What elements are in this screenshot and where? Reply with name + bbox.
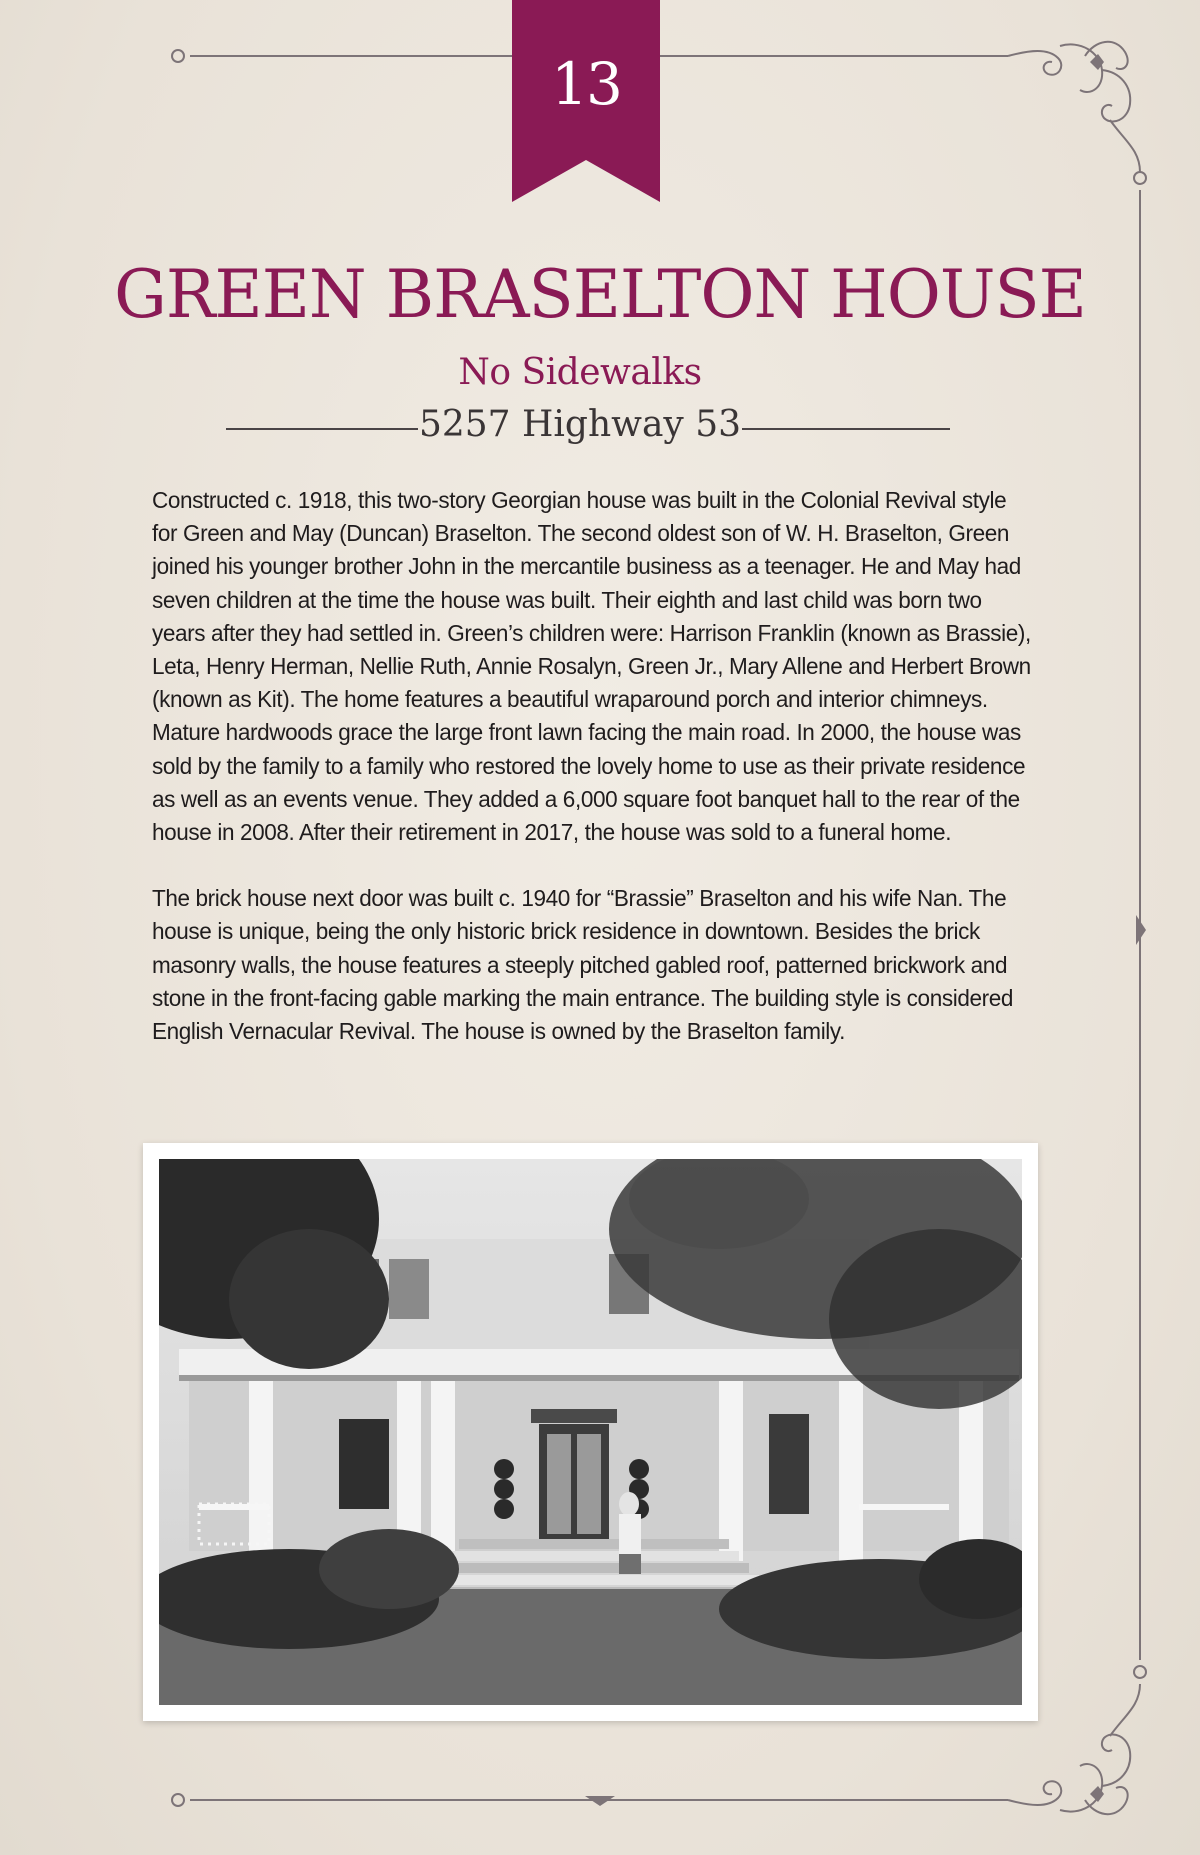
page-subtitle: No Sidewalks	[458, 352, 702, 393]
body-text	[152, 484, 1034, 1081]
page-number: 13	[551, 50, 621, 118]
photo-frame	[143, 1143, 1038, 1721]
page-title: GREEN BRASELTON HOUSE	[114, 256, 1086, 333]
house-photo	[159, 1159, 1022, 1705]
address-rule-right	[742, 428, 950, 430]
paragraph-1: Constructed c. 1918, this two-story Georgian house was built in the Colonial Revival style for Green and May (Duncan) Braselton. The second oldest son of W. H. Braselton, Green joined his younger brother John in the mercantile business as a teenager. He and May had seven children at the time the house was built. Their eighth and last child was born two years after they had settled in. Green’s children were: Harrison Franklin (known as Brassie), Leta, Henry Herman, Nellie Ruth, Annie Rosalyn, Green Jr., Mary Allene and Herbert Brown (known as Kit). The home features a beautiful wraparound porch and interior chimneys. Mature hardwoods grace the large front lawn facing the main road. In 2000, the house was sold by the family to a family who restored the lovely home to use as their private residence as well as an events venue. They added a 6,000 square foot banquet hall to the rear of the house in 2008. After their retirement in 2017, the house was sold to a funeral home.	[152, 487, 1031, 846]
paragraph-2: The brick house next door was built c. 1940 for “Brassie” Braselton and his wife Nan. The house is unique, being the only historic brick residence in downtown. Besides the brick masonry walls, the house features a steeply pitched gabled roof, patterned brickwork and stone in the front-facing gable marking the main entrance. The building style is considered English Vernacular Revival. The house is owned by the Braselton family.	[152, 885, 1014, 1045]
address: 5257 Highway 53	[418, 404, 742, 445]
